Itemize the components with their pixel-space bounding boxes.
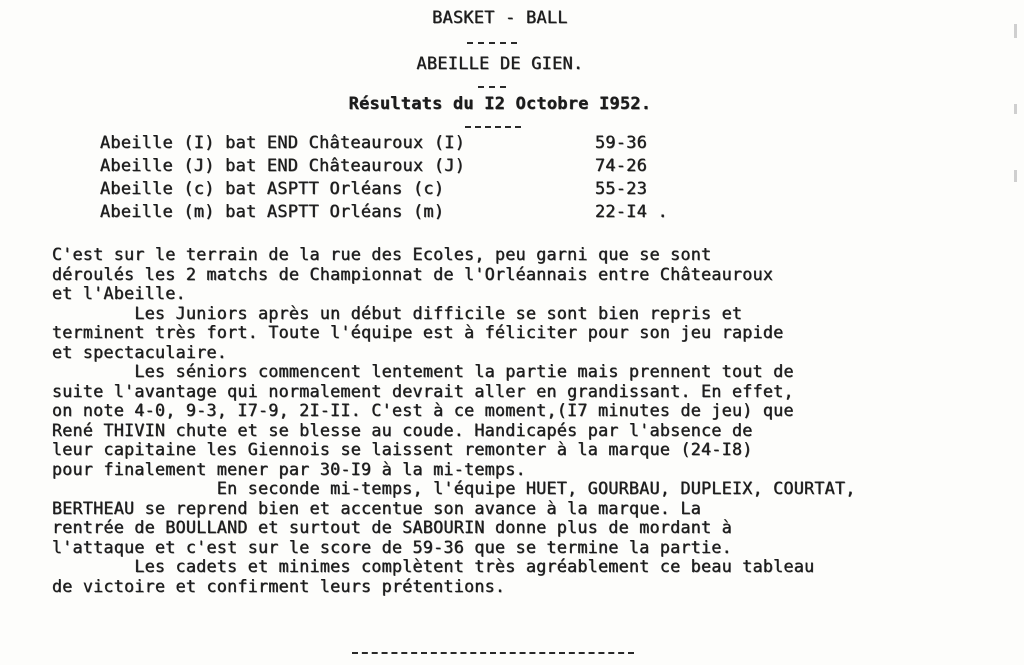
scan-margin-mark [1014,24,1017,38]
article-line: on note 4-0, 9-3, I7-9, 2I-II. C'est à ce moment,(I7 minutes de jeu) que [52,400,794,420]
article-line: Les séniors commencent lentement la partie mais prennent tout de [52,361,794,381]
closing-divider [352,652,634,654]
result-score: 59-36 [595,133,648,153]
article-line: En seconde mi-temps, l'équipe HUET, GOURBAU, DUPLEIX, COURTAT, [52,478,856,498]
result-match: Abeille (I) bat END Châteauroux (I) [100,133,466,153]
article-line: et l'Abeille. [52,283,186,303]
article-line: terminent très fort. Toute l'équipe est à féliciter pour son jeu rapide [52,322,784,342]
result-row [100,179,720,202]
result-match: Abeille (J) bat END Châteauroux (J) [100,156,466,176]
article-line: pour finalement mener par 30-I9 à la mi-temps. [52,458,526,479]
result-match: Abeille (c) bat ASPTT Orléans (c) [100,179,445,199]
heading-divider [465,126,521,128]
article-line: suite l'avantage qui normalement devrait aller en grandissant. En effet, [52,380,794,401]
article-line: de victoire et confirment leurs prétentions. [52,575,506,596]
scan-margin-mark [1014,170,1017,182]
article-line: Les Juniors après un début difficile se sont bien repris et [52,302,743,323]
article-line: leur capitaine les Giennois se laissent remonter à la marque (24-I8) [52,439,753,459]
article-line: l'attaque et c'est sur le score de 59-36 que se termine la partie. [52,536,733,557]
club-name: ABEILLE DE GIEN. [416,54,584,74]
result-score: 55-23 [595,179,648,199]
article-body [52,245,992,596]
results-list [100,133,720,225]
title-divider [467,42,517,44]
result-score: 22-I4 . [595,202,669,222]
result-score: 74-26 [595,156,648,176]
sport-title: BASKET - BALL [432,8,568,28]
article-line: C'est sur le terrain de la rue des Ecoles, peu garni que se sont [52,244,712,264]
result-row [100,133,720,156]
article-line: Les cadets et minimes complètent très agréablement ce beau tableau [52,556,815,576]
result-row [100,202,720,225]
results-heading: Résultats du I2 Octobre I952. [348,94,652,114]
club-divider [478,86,506,88]
result-row [100,156,720,179]
article-line: rentrée de BOULLAND et surtout de SABOURIN donne plus de mordant à [52,517,733,537]
article-line: René THIVIN chute et se blesse au coude. Handicapés par l'absence de [52,419,753,440]
result-match: Abeille (m) bat ASPTT Orléans (m) [100,202,445,222]
article-line: déroulés les 2 matchs de Championnat de l'Orléannais entre Châteauroux [52,263,774,284]
article-line: BERTHEAU se reprend bien et accentue son avance à la marque. La [52,497,702,518]
article-line: et spectaculaire. [52,341,228,362]
scan-margin-mark [1014,104,1017,114]
